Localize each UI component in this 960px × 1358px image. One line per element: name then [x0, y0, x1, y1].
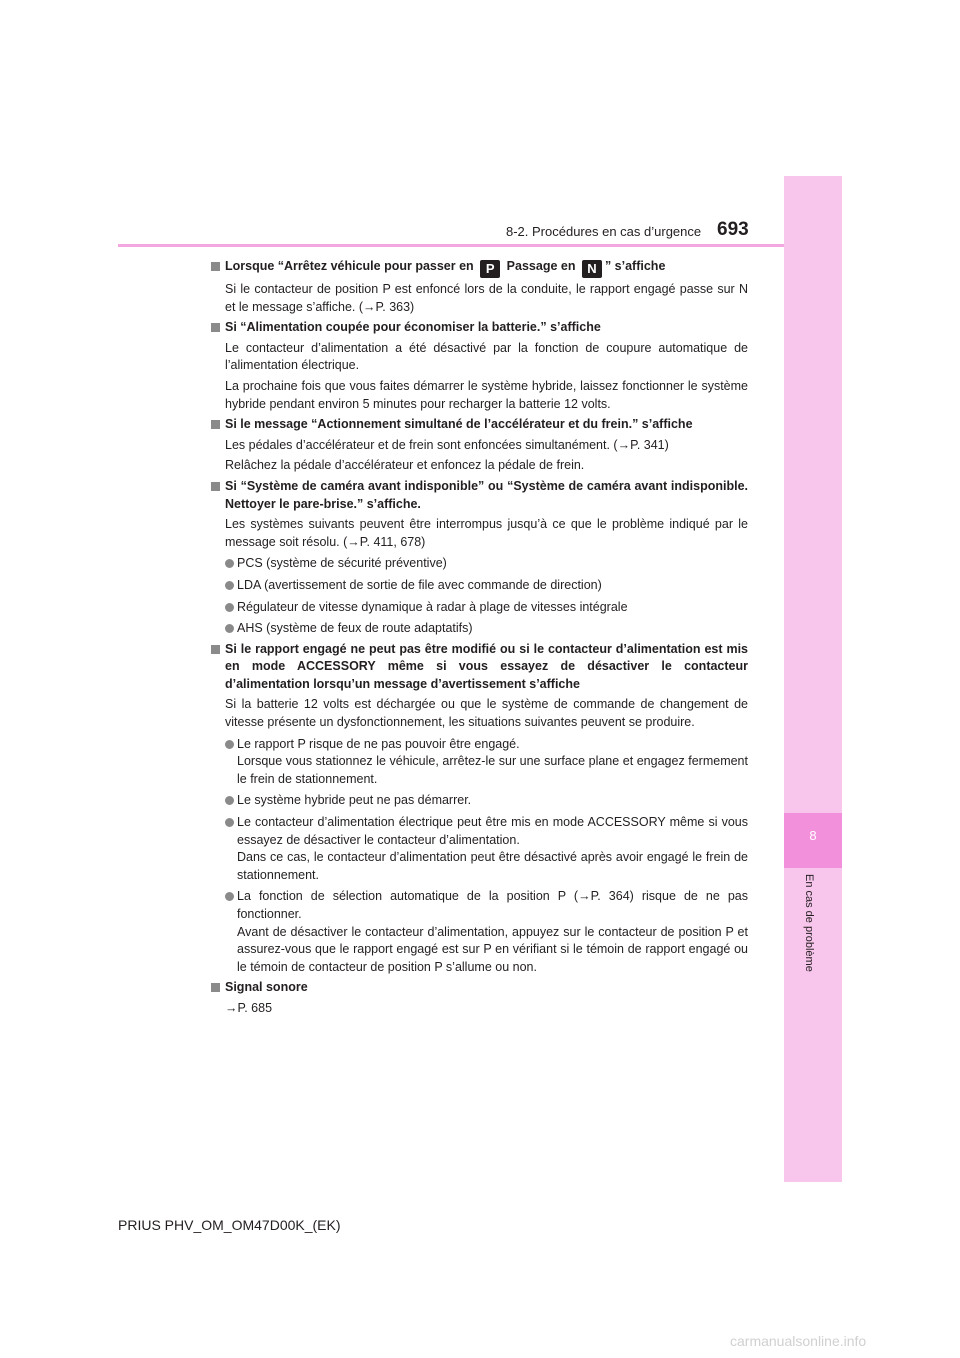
square-bullet-icon: [211, 262, 220, 271]
round-bullet-icon: [225, 581, 234, 590]
list-item: Régulateur de vitesse dynamique à radar à plage de vitesses intégrale: [211, 599, 748, 617]
heading-power-off: [211, 319, 748, 337]
heading-shift-not-changed: [211, 641, 748, 694]
paragraph: Le contacteur d’alimentation a été désactivé par la fonction de coupure automatique de l’alimentation électrique.: [225, 340, 748, 373]
list-item: Le système hybride peut ne pas démarrer.: [211, 792, 748, 810]
n-position-key-icon: N: [582, 260, 602, 278]
square-bullet-icon: [211, 482, 220, 491]
section-title: 8-2. Procédures en cas d’urgence: [506, 224, 702, 239]
list-item: AHS (système de feux de route adaptatifs): [211, 620, 748, 638]
heading-text: Si “Système de caméra avant indisponible” ou “Système de caméra avant indisponible. Nettoyer le pare-brise.” s’affiche.: [225, 478, 748, 511]
page-reference: →P. 685: [225, 1000, 273, 1015]
round-bullet-icon: [225, 740, 234, 749]
list-item: Le rapport P risque de ne pas pouvoir être engagé. Lorsque vous stationnez le véhicule, arrêtez-le sur une surface plane et engagez fermement le frein de stationnement.: [211, 736, 748, 789]
heading-text: Si le rapport engagé ne peut pas être modifié ou si le contacteur d’alimentation est mis en mode ACCESSORY même si vous essayez de désactiver le contacteur d’alimentation lorsqu’un message d’avertissement s’affiche: [225, 641, 748, 691]
paragraph: Les systèmes suivants peuvent être interrompus jusqu’à ce que le problème indiqué par le message soit résolu. (→P. 411, 678): [225, 517, 748, 549]
round-bullet-icon: [225, 603, 234, 612]
heading-shift-message: [211, 258, 748, 278]
paragraph: Les pédales d’accélérateur et de frein sont enfoncées simultanément. (→P. 341): [225, 437, 669, 452]
heading-text: ” s’affiche: [604, 259, 666, 273]
round-bullet-icon: [225, 624, 234, 633]
round-bullet-icon: [225, 559, 234, 568]
heading-simultaneous-pedals: [211, 416, 748, 434]
chapter-number: 8: [809, 828, 817, 843]
chapter-label: En cas de problème: [803, 874, 815, 972]
paragraph: Si le contacteur de position P est enfoncé lors de la conduite, le rapport engagé passe sur N et le message s’affiche. (→P. 363): [225, 282, 748, 314]
round-bullet-icon: [225, 892, 234, 901]
list-item: PCS (système de sécurité préventive): [211, 555, 748, 573]
page-content: [211, 255, 748, 1018]
heading-buzzer: [211, 979, 748, 997]
heading-text: Passage en: [506, 259, 576, 273]
list-item: Le contacteur d’alimentation électrique peut être mis en mode ACCESSORY même si vous essayez de désactiver le contacteur d’alimentation. Dans ce cas, le contacteur d’alimentation peut être désactivé après avoir engagé le frein de stationnement.: [211, 814, 748, 884]
square-bullet-icon: [211, 323, 220, 332]
paragraph: Si la batterie 12 volts est déchargée ou que le système de commande de changement de vitesse présente un dysfonctionnement, les situations suivantes peuvent se produire.: [225, 697, 748, 730]
list-item: La fonction de sélection automatique de la position P (→P. 364) risque de ne pas fonctionner. Avant de désactiver le contacteur d’alimentation, appuyez sur le contacteur de position P et assurez-vous que le rapport engagé est sur P en vérifiant si le témoin de rapport engagé ou le témoin de contacteur de position P s’allume ou non.: [211, 888, 748, 976]
chapter-sidebar: [784, 176, 842, 1182]
paragraph: La prochaine fois que vous faites démarrer le système hybride, laissez fonctionner le système hybride pendant environ 5 minutes pour recharger la batterie 12 volts.: [225, 378, 748, 411]
square-bullet-icon: [211, 645, 220, 654]
heading-text: Si “Alimentation coupée pour économiser la batterie.” s’affiche: [225, 320, 601, 335]
list-item: LDA (avertissement de sortie de file avec commande de direction): [211, 577, 748, 595]
heading-text: Signal sonore: [225, 980, 308, 995]
footer-code: PRIUS PHV_OM_OM47D00K_(EK): [118, 1217, 341, 1233]
heading-camera-unavailable: [211, 478, 748, 513]
square-bullet-icon: [211, 420, 220, 429]
round-bullet-icon: [225, 796, 234, 805]
p-position-key-icon: P: [480, 260, 500, 278]
heading-text: Lorsque “Arrêtez véhicule pour passer en: [225, 259, 474, 273]
page-number: 693: [717, 219, 749, 240]
header-rule: [118, 244, 784, 247]
round-bullet-icon: [225, 818, 234, 827]
square-bullet-icon: [211, 983, 220, 992]
paragraph: Relâchez la pédale d’accélérateur et enfoncez la pédale de frein.: [225, 458, 585, 473]
watermark: carmanualsonline.info: [730, 1333, 867, 1349]
heading-text: Si le message “Actionnement simultané de l’accélérateur et du frein.” s’affiche: [225, 417, 693, 432]
